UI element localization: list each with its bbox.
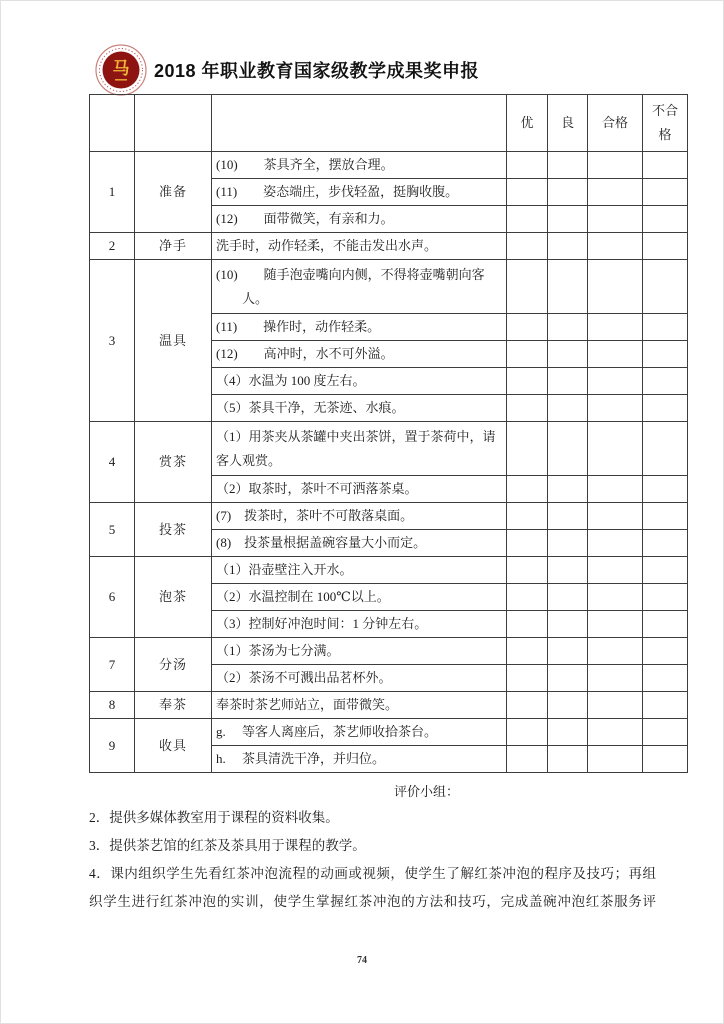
rating-cell-empty (507, 206, 548, 233)
horse-icon: 马 (112, 59, 130, 79)
table-row (90, 692, 688, 719)
rating-cell-empty (643, 611, 688, 638)
table-row (90, 260, 688, 314)
rating-cell-empty (507, 260, 548, 314)
category-cell: 奉茶 (135, 692, 212, 719)
rating-cell-empty (588, 152, 643, 179)
row-number-cell: 1 (90, 152, 135, 233)
rating-cell-empty (643, 314, 688, 341)
rating-cell-empty (548, 584, 588, 611)
rating-cell-empty (507, 233, 548, 260)
rating-cell-empty (507, 476, 548, 503)
rating-cell-empty (548, 368, 588, 395)
rating-cell-empty (643, 665, 688, 692)
rating-cell-empty (643, 746, 688, 773)
evaluation-table-wrapper (89, 94, 688, 773)
criteria-cell: (11) 操作时，动作轻柔。 (212, 314, 507, 341)
rating-cell-empty (643, 557, 688, 584)
row-number-cell: 8 (90, 692, 135, 719)
criteria-cell: (10) 茶具齐全，摆放合理。 (212, 152, 507, 179)
category-cell: 泡茶 (135, 557, 212, 638)
rating-cell-empty (588, 422, 643, 476)
rating-cell-empty (507, 314, 548, 341)
rating-cell-empty (643, 692, 688, 719)
row-number-cell: 5 (90, 503, 135, 557)
rating-cell-empty (588, 179, 643, 206)
rating-cell-empty (588, 638, 643, 665)
rating-cell-empty (548, 476, 588, 503)
rating-cell-empty (548, 692, 588, 719)
rating-cell-empty (507, 179, 548, 206)
rating-cell-empty (548, 152, 588, 179)
rating-cell-empty (548, 341, 588, 368)
criteria-cell: （1）茶汤为七分满。 (212, 638, 507, 665)
table-header-row (90, 95, 688, 152)
paragraph-3: 3．提供茶艺馆的红茶及茶具用于课程的教学。 (89, 838, 366, 853)
rating-cell-empty (588, 368, 643, 395)
rating-cell-empty (507, 584, 548, 611)
header-rating-good: 良 (548, 95, 588, 152)
rating-cell-empty (588, 746, 643, 773)
rating-cell-empty (643, 206, 688, 233)
criteria-cell: g. 等客人离座后，茶艺师收拾茶台。 (212, 719, 507, 746)
rating-cell-empty (588, 476, 643, 503)
rating-cell-empty (588, 719, 643, 746)
category-cell: 赏茶 (135, 422, 212, 503)
rating-cell-empty (548, 179, 588, 206)
criteria-cell: (12) 面带微笑，有亲和力。 (212, 206, 507, 233)
criteria-cell: (10) 随手泡壶嘴向内侧，不得将壶嘴朝向客 人。 (212, 260, 507, 314)
rating-cell-empty (643, 476, 688, 503)
table-row (90, 719, 688, 746)
criteria-cell: (8) 投茶量根据盖碗容量大小而定。 (212, 530, 507, 557)
criteria-cell: （2）水温控制在 100℃以上。 (212, 584, 507, 611)
rating-cell-empty (588, 206, 643, 233)
criteria-table (89, 94, 688, 773)
evaluator-group-label: 评价小组： (394, 784, 460, 799)
row-number-cell: 2 (90, 233, 135, 260)
rating-cell-empty (588, 557, 643, 584)
header-empty-criteria (212, 95, 507, 152)
rating-cell-empty (643, 584, 688, 611)
criteria-cell: (11) 姿态端庄，步伐轻盈，挺胸收腹。 (212, 179, 507, 206)
criteria-cell: （1）沿壶壁注入开水。 (212, 557, 507, 584)
criteria-cell: 奉茶时茶艺师站立，面带微笑。 (212, 692, 507, 719)
rating-cell-empty (643, 422, 688, 476)
rating-cell-empty (548, 503, 588, 530)
header-rating-pass: 合格 (588, 95, 643, 152)
criteria-cell: h. 茶具清洗干净，并归位。 (212, 746, 507, 773)
rating-cell-empty (507, 368, 548, 395)
rating-cell-empty (643, 368, 688, 395)
criteria-cell: （2）茶汤不可溅出品茗杯外。 (212, 665, 507, 692)
rating-cell-empty (643, 233, 688, 260)
rating-cell-empty (507, 395, 548, 422)
rating-cell-empty (643, 341, 688, 368)
criteria-cell: (7) 拨茶时，茶叶不可散落桌面。 (212, 503, 507, 530)
rating-cell-empty (507, 503, 548, 530)
category-cell: 净手 (135, 233, 212, 260)
table-row (90, 638, 688, 665)
seal-graphic (95, 44, 147, 96)
rating-cell-empty (548, 314, 588, 341)
rating-cell-empty (588, 395, 643, 422)
rating-cell-empty (588, 233, 643, 260)
rating-cell-empty (507, 530, 548, 557)
rating-cell-empty (548, 260, 588, 314)
rating-cell-empty (548, 422, 588, 476)
page-number: 74 (357, 955, 367, 966)
paragraph-2: 2．提供多媒体教室用于课程的资料收集。 (89, 810, 339, 825)
rating-cell-empty (643, 179, 688, 206)
category-cell: 投茶 (135, 503, 212, 557)
header-empty-number (90, 95, 135, 152)
rating-cell-empty (507, 692, 548, 719)
rating-cell-empty (588, 692, 643, 719)
criteria-cell: （3）控制好冲泡时间：1 分钟左右。 (212, 611, 507, 638)
row-number-cell: 6 (90, 557, 135, 638)
rating-cell-empty (588, 260, 643, 314)
rating-cell-empty (548, 638, 588, 665)
rating-cell-empty (507, 422, 548, 476)
rating-cell-empty (507, 341, 548, 368)
category-cell: 温具 (135, 260, 212, 422)
row-number-cell: 7 (90, 638, 135, 692)
rating-cell-empty (643, 395, 688, 422)
rating-cell-empty (507, 719, 548, 746)
rating-cell-empty (548, 719, 588, 746)
criteria-cell: （4）水温为 100 度左右。 (212, 368, 507, 395)
table-row (90, 152, 688, 179)
criteria-cell: 洗手时，动作轻柔，不能击发出水声。 (212, 233, 507, 260)
header-rating-excellent: 优 (507, 95, 548, 152)
rating-cell-empty (507, 746, 548, 773)
rating-cell-empty (588, 341, 643, 368)
category-cell: 收具 (135, 719, 212, 773)
rating-cell-empty (588, 530, 643, 557)
rating-cell-empty (548, 557, 588, 584)
rating-cell-empty (588, 314, 643, 341)
criteria-cell: (12) 高冲时，水不可外溢。 (212, 341, 507, 368)
rating-cell-empty (588, 584, 643, 611)
criteria-cell: （5）茶具干净，无茶迹、水痕。 (212, 395, 507, 422)
table-row (90, 233, 688, 260)
rating-cell-empty (507, 557, 548, 584)
rating-cell-empty (588, 503, 643, 530)
rating-cell-empty (507, 665, 548, 692)
body-paragraphs (89, 804, 656, 916)
row-number-cell: 3 (90, 260, 135, 422)
rating-cell-empty (643, 719, 688, 746)
rating-cell-empty (643, 152, 688, 179)
rating-cell-empty (548, 746, 588, 773)
rating-cell-empty (507, 152, 548, 179)
rating-cell-empty (548, 233, 588, 260)
header-empty-category (135, 95, 212, 152)
category-cell: 分汤 (135, 638, 212, 692)
rating-cell-empty (548, 665, 588, 692)
rating-cell-empty (643, 638, 688, 665)
header-rating-fail: 不合格 (643, 95, 688, 152)
table-row (90, 422, 688, 476)
criteria-cell: （1）用茶夹从茶罐中夹出茶饼，置于茶荷中，请 客人观赏。 (212, 422, 507, 476)
paragraph-4: 4．课内组织学生先看红茶冲泡流程的动画或视频，使学生了解红茶冲泡的程序及技巧；再组 织学生进行红茶冲泡的实训，使学生掌握红茶冲泡的方法和技巧，完成盖碗冲泡红茶服务评 (89, 866, 656, 909)
rating-cell-empty (548, 530, 588, 557)
rating-cell-empty (548, 395, 588, 422)
rating-cell-empty (588, 611, 643, 638)
row-number-cell: 9 (90, 719, 135, 773)
rating-cell-empty (643, 260, 688, 314)
rating-cell-empty (643, 503, 688, 530)
criteria-table-body (90, 95, 688, 773)
rating-cell-empty (548, 206, 588, 233)
rating-cell-empty (507, 638, 548, 665)
rating-cell-empty (548, 611, 588, 638)
page-title: 2018 年职业教育国家级教学成果奖申报 (154, 61, 480, 81)
row-number-cell: 4 (90, 422, 135, 503)
rating-cell-empty (643, 530, 688, 557)
rating-cell-empty (507, 611, 548, 638)
table-row (90, 557, 688, 584)
criteria-cell: （2）取茶时，茶叶不可洒落茶桌。 (212, 476, 507, 503)
table-row (90, 503, 688, 530)
category-cell: 准备 (135, 152, 212, 233)
school-seal-logo (95, 44, 147, 96)
rating-cell-empty (588, 665, 643, 692)
